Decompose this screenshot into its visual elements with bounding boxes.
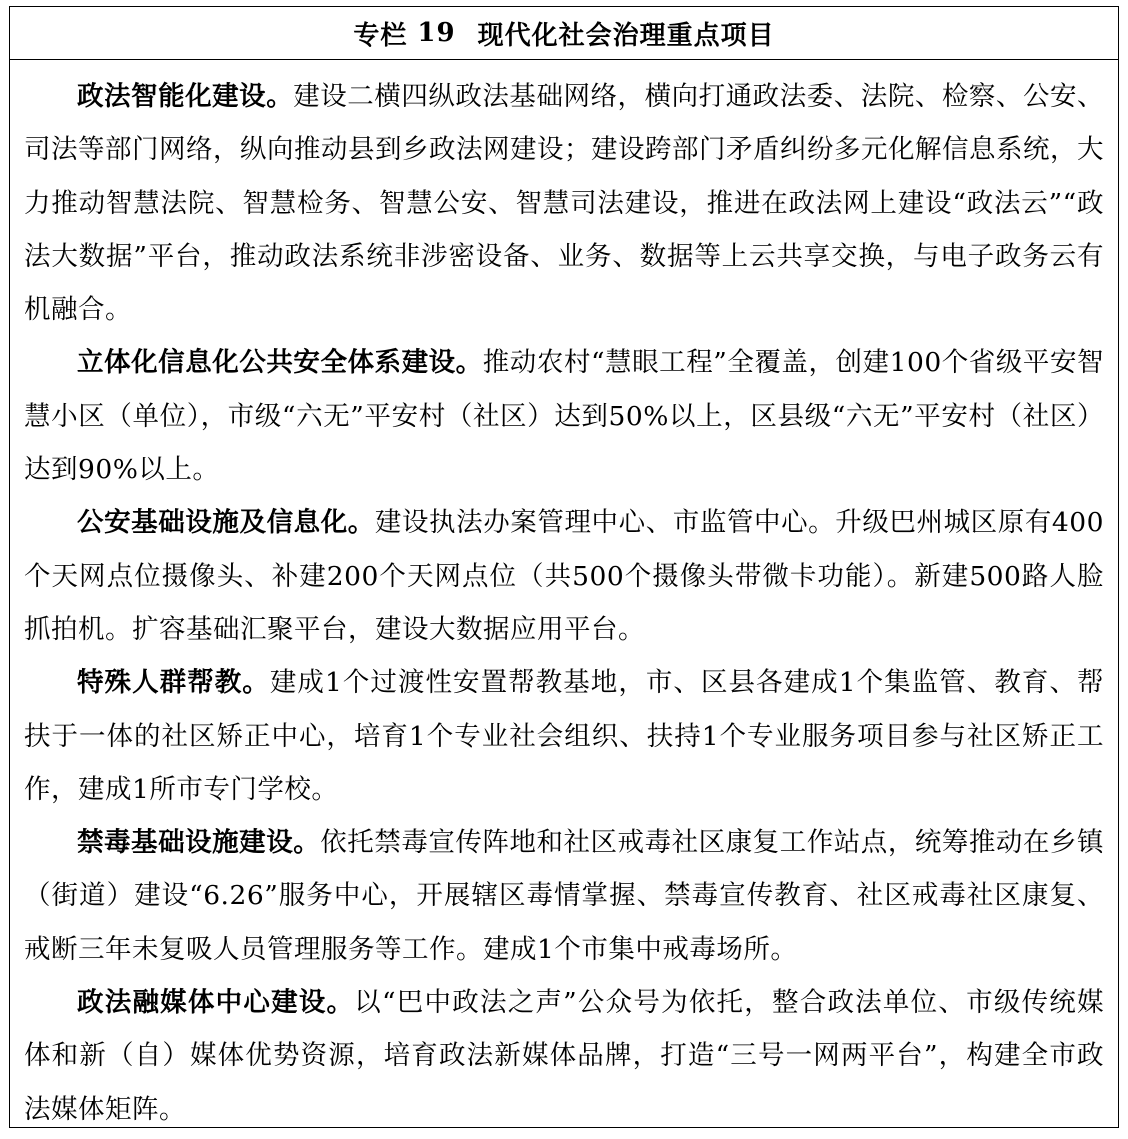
column-title — [10, 7, 1118, 60]
item-body: 推动农村“慧眼工程”全覆盖，创建100个省级平安智慧小区（单位），市级“六无”平安村（社区）达到50%以上，区县级“六无”平安村（社区）达到90%以上。 — [24, 347, 1105, 486]
item-body: 建设二横四纵政法基础网络，横向打通政法委、法院、检察、公安、司法等部门网络，纵向推动县到乡政法网建设；建设跨部门矛盾纠纷多元化解信息系统，大力推动智慧法院、智慧检务、智慧公安、智慧司法建设，推进在政法网上建设“政法云”“政法大数据”平台，推动政法系统非涉密设备、业务、数据等上云共享交换，与电子政务云有机融合。 — [24, 81, 1105, 326]
item-paragraph — [24, 496, 1104, 656]
item-heading: 公安基础设施及信息化。 — [77, 507, 375, 539]
item-heading: 特殊人群帮教。 — [77, 667, 270, 699]
item-heading: 立体化信息化公共安全体系建设。 — [77, 347, 483, 379]
item-paragraph — [24, 336, 1104, 496]
item-paragraph — [24, 656, 1104, 816]
item-paragraph — [24, 976, 1104, 1136]
item-body: 以“巴中政法之声”公众号为依托，整合政法单位、市级传统媒体和新（自）媒体优势资源，培育政法新媒体品牌，打造“三号一网两平台”，构建全市政法媒体矩阵。 — [24, 987, 1104, 1125]
column-content — [10, 60, 1118, 1136]
item-body: 依托禁毒宣传阵地和社区戒毒社区康复工作站点，统筹推动在乡镇（街道）建设“6.26”服务中心，开展辖区毒情掌握、禁毒宣传教育、社区戒毒社区康复、戒断三年未复吸人员管理服务等工作。建成1个市集中戒毒场所。 — [24, 827, 1105, 965]
column-label: 专栏 — [353, 20, 408, 51]
column-heading: 现代化社会治理重点项目 — [477, 20, 775, 51]
item-body: 建成1个过渡性安置帮教基地，市、区县各建成1个集监管、教育、帮扶于一体的社区矫正中心，培育1个专业社会组织、扶持1个专业服务项目参与社区矫正工作，建成1所市专门学校。 — [24, 667, 1104, 805]
item-paragraph — [24, 816, 1104, 976]
item-heading: 政法智能化建设。 — [77, 81, 294, 112]
item-paragraph — [24, 70, 1104, 336]
column-box — [9, 6, 1119, 1128]
item-heading: 政法融媒体中心建设。 — [77, 987, 355, 1019]
column-number: 19 — [417, 18, 456, 48]
item-heading: 禁毒基础设施建设。 — [77, 827, 321, 859]
item-body: 建设执法办案管理中心、市监管中心。升级巴州城区原有400个天网点位摄像头、补建200个天网点位（共500个摄像头带微卡功能）。新建500路人脸抓拍机。扩容基础汇聚平台，建设大数据应用平台。 — [24, 507, 1104, 645]
